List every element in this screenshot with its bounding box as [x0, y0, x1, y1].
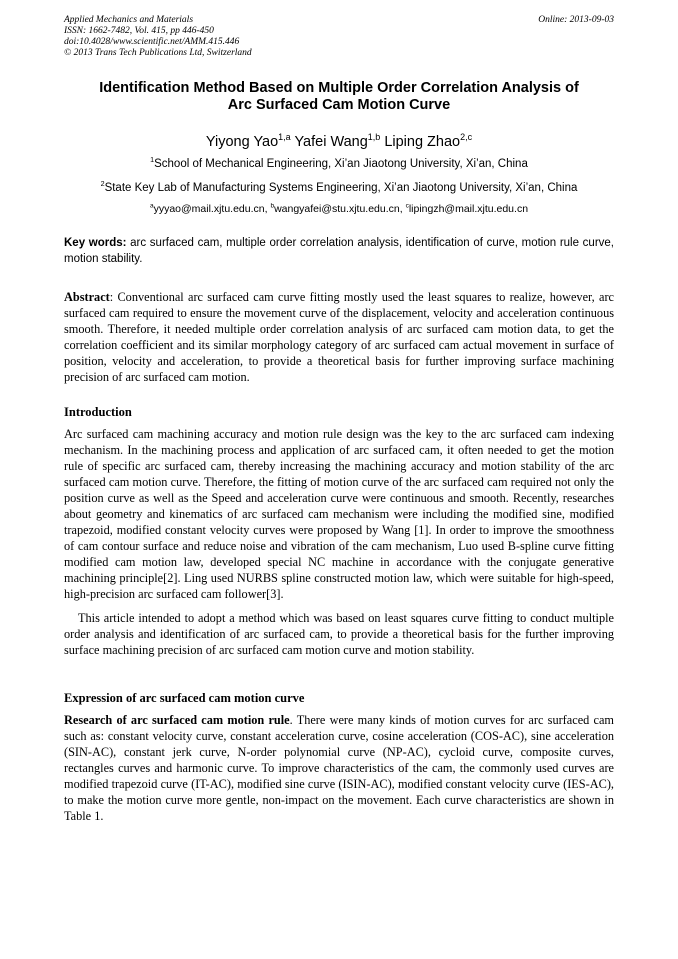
affiliation-text: School of Mechanical Engineering, Xi’an Jiaotong University, Xi’an, China	[154, 158, 528, 170]
abstract-block	[64, 289, 614, 385]
affiliation-text: State Key Lab of Manufacturing Systems Engineering, Xi’an Jiaotong University, Xi’an, China	[104, 182, 578, 194]
journal-name: Applied Mechanics and Materials	[64, 15, 194, 25]
paper-title	[64, 80, 614, 114]
email-mark: a	[149, 202, 154, 210]
keywords-block	[64, 236, 614, 267]
journal-doi[interactable]: doi:10.4028/www.scientific.net/AMM.415.446	[64, 37, 240, 47]
journal-issn: ISSN: 1662-7482, Vol. 415, pp 446-450	[64, 26, 214, 36]
author-affiliation-mark: 2,c	[460, 132, 473, 143]
affiliation-2	[64, 181, 614, 195]
title-line-2: Arc Surfaced Cam Motion Curve	[227, 97, 451, 113]
author-name: Yiyong Yao	[205, 134, 279, 150]
author-list	[64, 133, 614, 151]
email-address[interactable]: yyyao@mail.xjtu.edu.cn,	[153, 203, 271, 215]
expression-heading: Expression of arc surfaced cam motion curve	[64, 691, 305, 705]
author-affiliation-mark: 1,a	[278, 132, 291, 143]
affiliation-mark: 2	[100, 180, 105, 189]
keywords-text: arc surfaced cam, multiple order correlation analysis, identification of curve, motion rule curve, motion stability.	[64, 237, 614, 265]
author-name: Yafei Wang	[294, 134, 368, 150]
author-affiliation-mark: 1,b	[367, 132, 381, 143]
expression-paragraph-1	[64, 712, 614, 824]
affiliation-1	[64, 157, 614, 171]
keywords-label: Key words:	[64, 237, 127, 249]
journal-header	[64, 15, 252, 59]
abstract-label: Abstract	[64, 290, 110, 304]
journal-copyright: © 2013 Trans Tech Publications Ltd, Switzerland	[64, 48, 252, 58]
expression-text: . There were many kinds of motion curves for arc surfaced cam such as: constant velocity curve, constant acceleration curve, cosine acceleration (COS-AC), sine acceleration (SIN-AC), constant jerk curve, N-order polynomial curve (NP-AC), cycloid curve, composite curves, rectangles curves and harmonic curve. To improve characteristics of the cam, the commonly used curves are modified trapezoid curve (IT-AC), modified sine curve (ISIN-AC), modified constant velocity curve (IES-AC), to make the motion curve more gentle, non-impact on the movement. Each curve characteristics are shown in Table 1.	[64, 713, 614, 823]
email-mark: c	[405, 202, 409, 210]
author-name: Liping Zhao	[384, 134, 461, 150]
email-address[interactable]: wangyafei@stu.xjtu.edu.cn,	[274, 203, 406, 215]
online-date: Online: 2013-09-03	[538, 15, 614, 25]
email-address[interactable]: lipingzh@mail.xjtu.edu.cn	[408, 203, 529, 215]
introduction-heading: Introduction	[64, 405, 132, 419]
affiliation-mark: 1	[150, 156, 155, 165]
expression-lead: Research of arc surfaced cam motion rule	[64, 713, 290, 727]
introduction-paragraph-2: This article intended to adopt a method which was based on least squares curve fitting to conduct multiple order analysis and identification of arc surfaced cam, to provide a theoretical basis for the further improving surface machining precision of arc surfaced cam motion curve and motion stability.	[64, 611, 614, 657]
introduction-paragraph-1: Arc surfaced cam machining accuracy and motion rule design was the key to the arc surfaced cam indexing mechanism. In the machining process and application of arc surfaced cam, it often needed to get the motion rule of specific arc surfaced cam, thereby increasing the machining accuracy and motion stability of the arc surfaced cam motion curve. Therefore, the fitting of motion curve of the arc surfaced cam required not only the position curve as well as the Speed and acceleration curve were continuous and smooth. Recently, researches about geometry and kinematics of arc surfaced cam mechanism were including the modified sine, modified trapezoid, modified constant velocity curves were proposed by Wang [1]. In order to improve the smoothness of cam contour surface and reduce noise and vibration of the cam mechanism, Luo used B-spline curve fitting modified cam motion law, developed special NC machine in accordance with the conjugate generative machining principle[2]. Ling used NURBS spline constructed motion law, which were suitable for high-speed, high-precision arc surfaced cam follower[3].	[64, 427, 614, 601]
abstract-text: : Conventional arc surfaced cam curve fitting mostly used the least squares to realize, however, arc surfaced cam required to ensure the movement curve of the displacement, velocity and acceleration continuous smooth. Therefore, it needed multiple order correlation analysis of arc surfaced cam motion data, to get the correlation coefficient and its similar morphology category of arc surfaced cam actual movement in surface of position, velocity and acceleration, to provide a theoretical basis for further improving surface machining precision of arc surfaced cam motion.	[64, 290, 614, 384]
email-mark: b	[270, 202, 275, 210]
title-line-1: Identification Method Based on Multiple Order Correlation Analysis of	[99, 80, 579, 96]
email-list	[64, 203, 614, 216]
